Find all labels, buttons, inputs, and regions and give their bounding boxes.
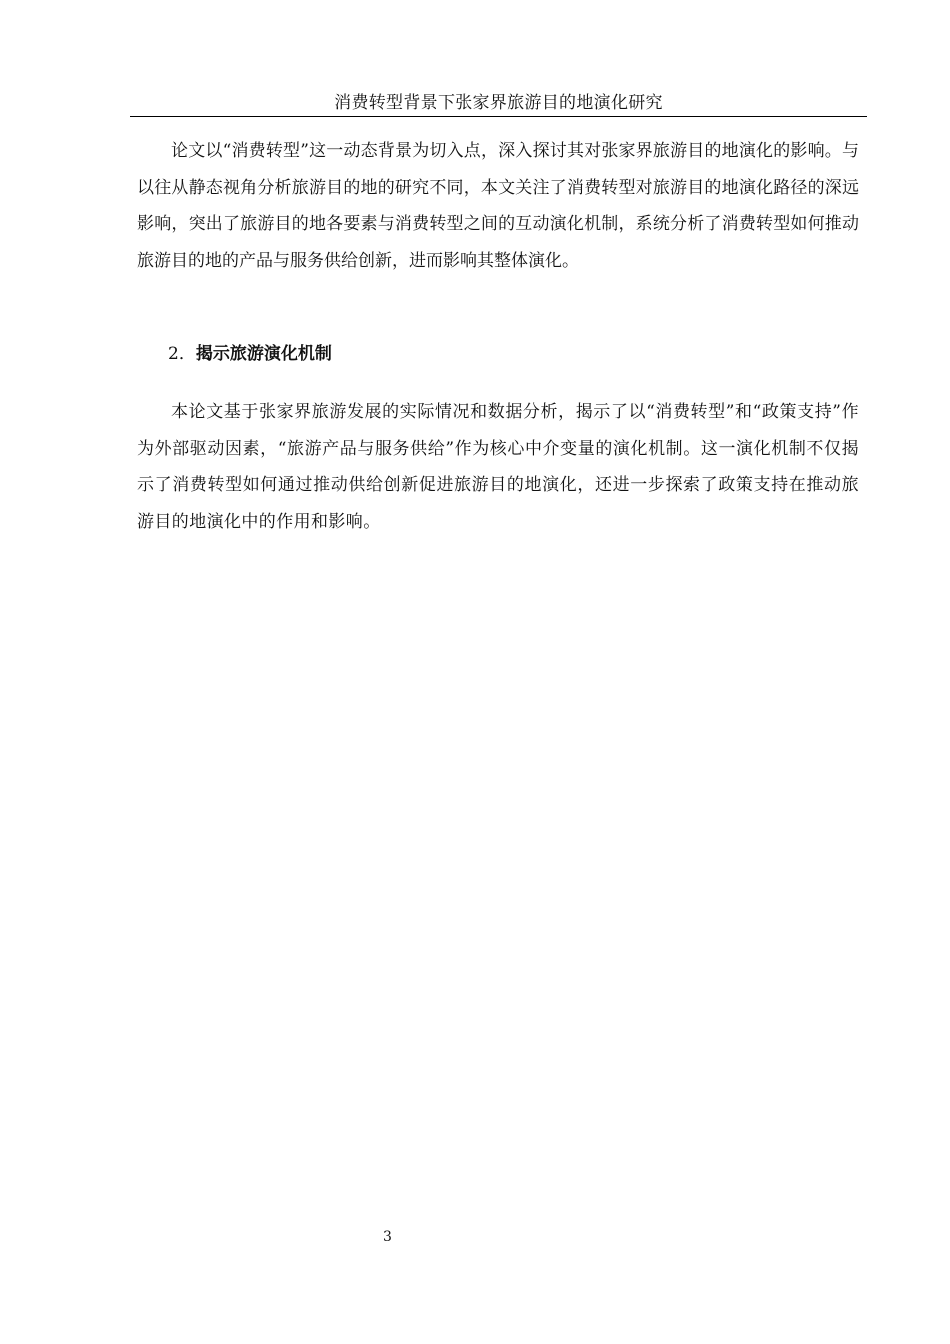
section-heading <box>168 340 332 368</box>
running-header: 消费转型背景下张家界旅游目的地演化研究 <box>130 92 867 117</box>
page-number: 3 <box>383 1229 392 1245</box>
section-number: 2． <box>168 344 196 364</box>
section-title: 揭示旅游演化机制 <box>195 344 332 364</box>
body-paragraph: 本论文基于张家界旅游发展的实际情况和数据分析，揭示了以“消费转型”和“政策支持”作为外部驱动因素，“旅游产品与服务供给”作为核心中介变量的演化机制。这一演化机制不仅揭示了消费转型如何通过推动供给创新促进旅游目的地演化，还进一步探索了政策支持在推动旅游目的地演化中的作用和影响。 <box>137 402 859 532</box>
body-paragraph: 论文以“消费转型”这一动态背景为切入点，深入探讨其对张家界旅游目的地演化的影响。与以往从静态视角分析旅游目的地的研究不同，本文关注了消费转型对旅游目的地演化路径的深远影响，突出了旅游目的地各要素与消费转型之间的互动演化机制，系统分析了消费转型如何推动旅游目的地的产品与服务供给创新，进而影响其整体演化。 <box>137 141 859 271</box>
